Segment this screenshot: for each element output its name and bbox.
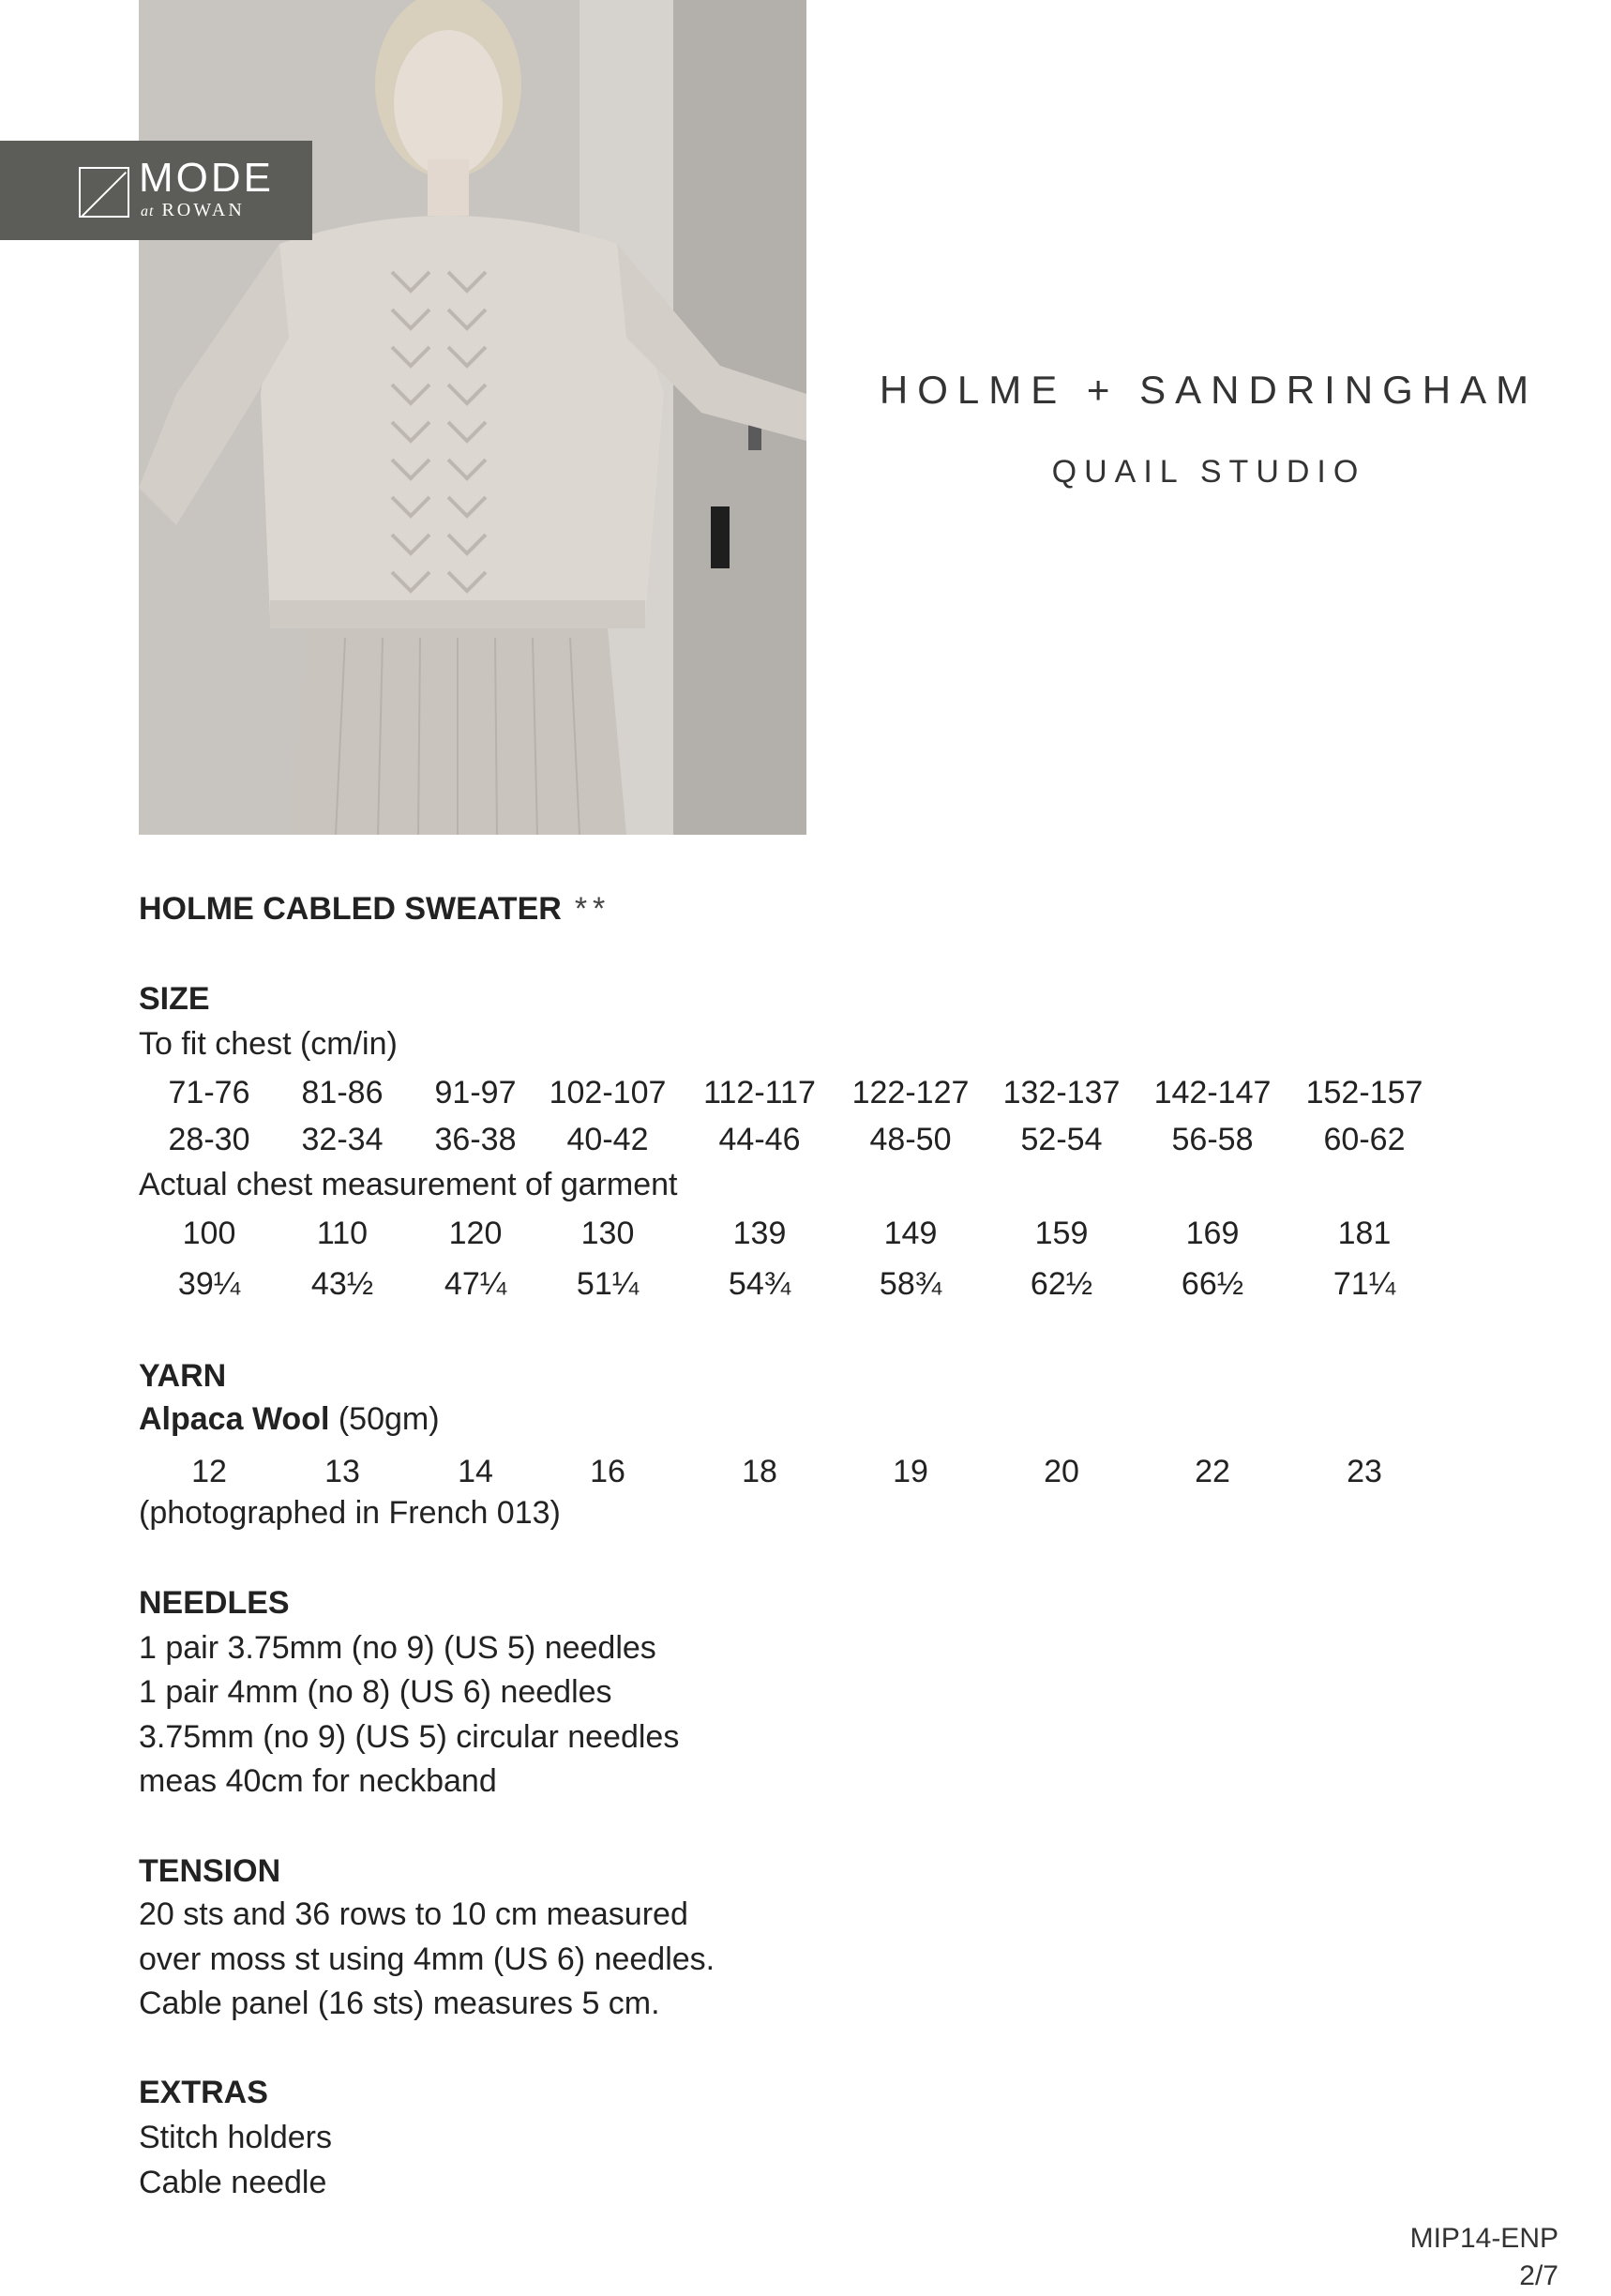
logo-sub-text: at ROWAN (141, 200, 245, 220)
yarn-quantity-row: 12 13 14 16 18 19 20 22 23 (191, 1454, 1382, 1489)
actual-chest-in-row: 39¼ 43½ 47¼ 51¼ 54¾ 58¾ 62½ 66½ 71¼ (177, 1266, 1396, 1302)
pattern-code: MIP14-ENP (1409, 2223, 1558, 2254)
tension-line: over moss st using 4mm (US 6) needles. (139, 1941, 715, 1977)
collection-title: HOLME + SANDRINGHAM (879, 368, 1539, 412)
brand-logo (0, 141, 312, 240)
yarn-name: Alpaca Wool (139, 1401, 330, 1437)
fit-chest-label: To fit chest (cm/in) (139, 1026, 398, 1062)
page-number: 2/7 (1519, 2260, 1558, 2291)
fit-chest-in-row: 28-30 32-34 36-38 40-42 44-46 48-50 52-54 56-58 60-62 (168, 1122, 1406, 1157)
extras-line: Cable needle (139, 2165, 327, 2200)
tension-line: Cable panel (16 sts) measures 5 cm. (139, 1986, 660, 2021)
needles-line: 1 pair 4mm (no 8) (US 6) needles (139, 1674, 612, 1710)
designer-name: QUAIL STUDIO (1051, 454, 1366, 490)
size-heading: SIZE (139, 981, 210, 1017)
logo-brand-text: MODE (139, 155, 274, 201)
pattern-title: HOLME CABLED SWEATER ** (139, 891, 611, 927)
yarn-weight: (50gm) (338, 1401, 440, 1437)
extras-heading: EXTRAS (139, 2075, 268, 2110)
needles-line: 1 pair 3.75mm (no 9) (US 5) needles (139, 1630, 656, 1666)
actual-chest-label: Actual chest measurement of garment (139, 1167, 678, 1202)
needles-line: 3.75mm (no 9) (US 5) circular needles (139, 1719, 680, 1755)
model-photo (139, 0, 806, 835)
yarn-color-note: (photographed in French 013) (139, 1495, 561, 1531)
yarn-heading: YARN (139, 1358, 227, 1394)
needles-line: meas 40cm for neckband (139, 1763, 497, 1799)
tension-line: 20 sts and 36 rows to 10 cm measured (139, 1896, 688, 1932)
needles-heading: NEEDLES (139, 1585, 290, 1621)
extras-line: Stitch holders (139, 2120, 332, 2155)
logo-mark-icon (79, 167, 129, 218)
difficulty-rating: ** (574, 891, 611, 927)
tension-heading: TENSION (139, 1853, 281, 1889)
fit-chest-cm-row: 71-76 81-86 91-97 102-107 112-117 122-127 132-137 142-147 152-157 (168, 1075, 1423, 1110)
actual-chest-cm-row: 100 110 120 130 139 149 159 169 181 (182, 1216, 1392, 1251)
yarn-name-line (139, 1401, 440, 1438)
